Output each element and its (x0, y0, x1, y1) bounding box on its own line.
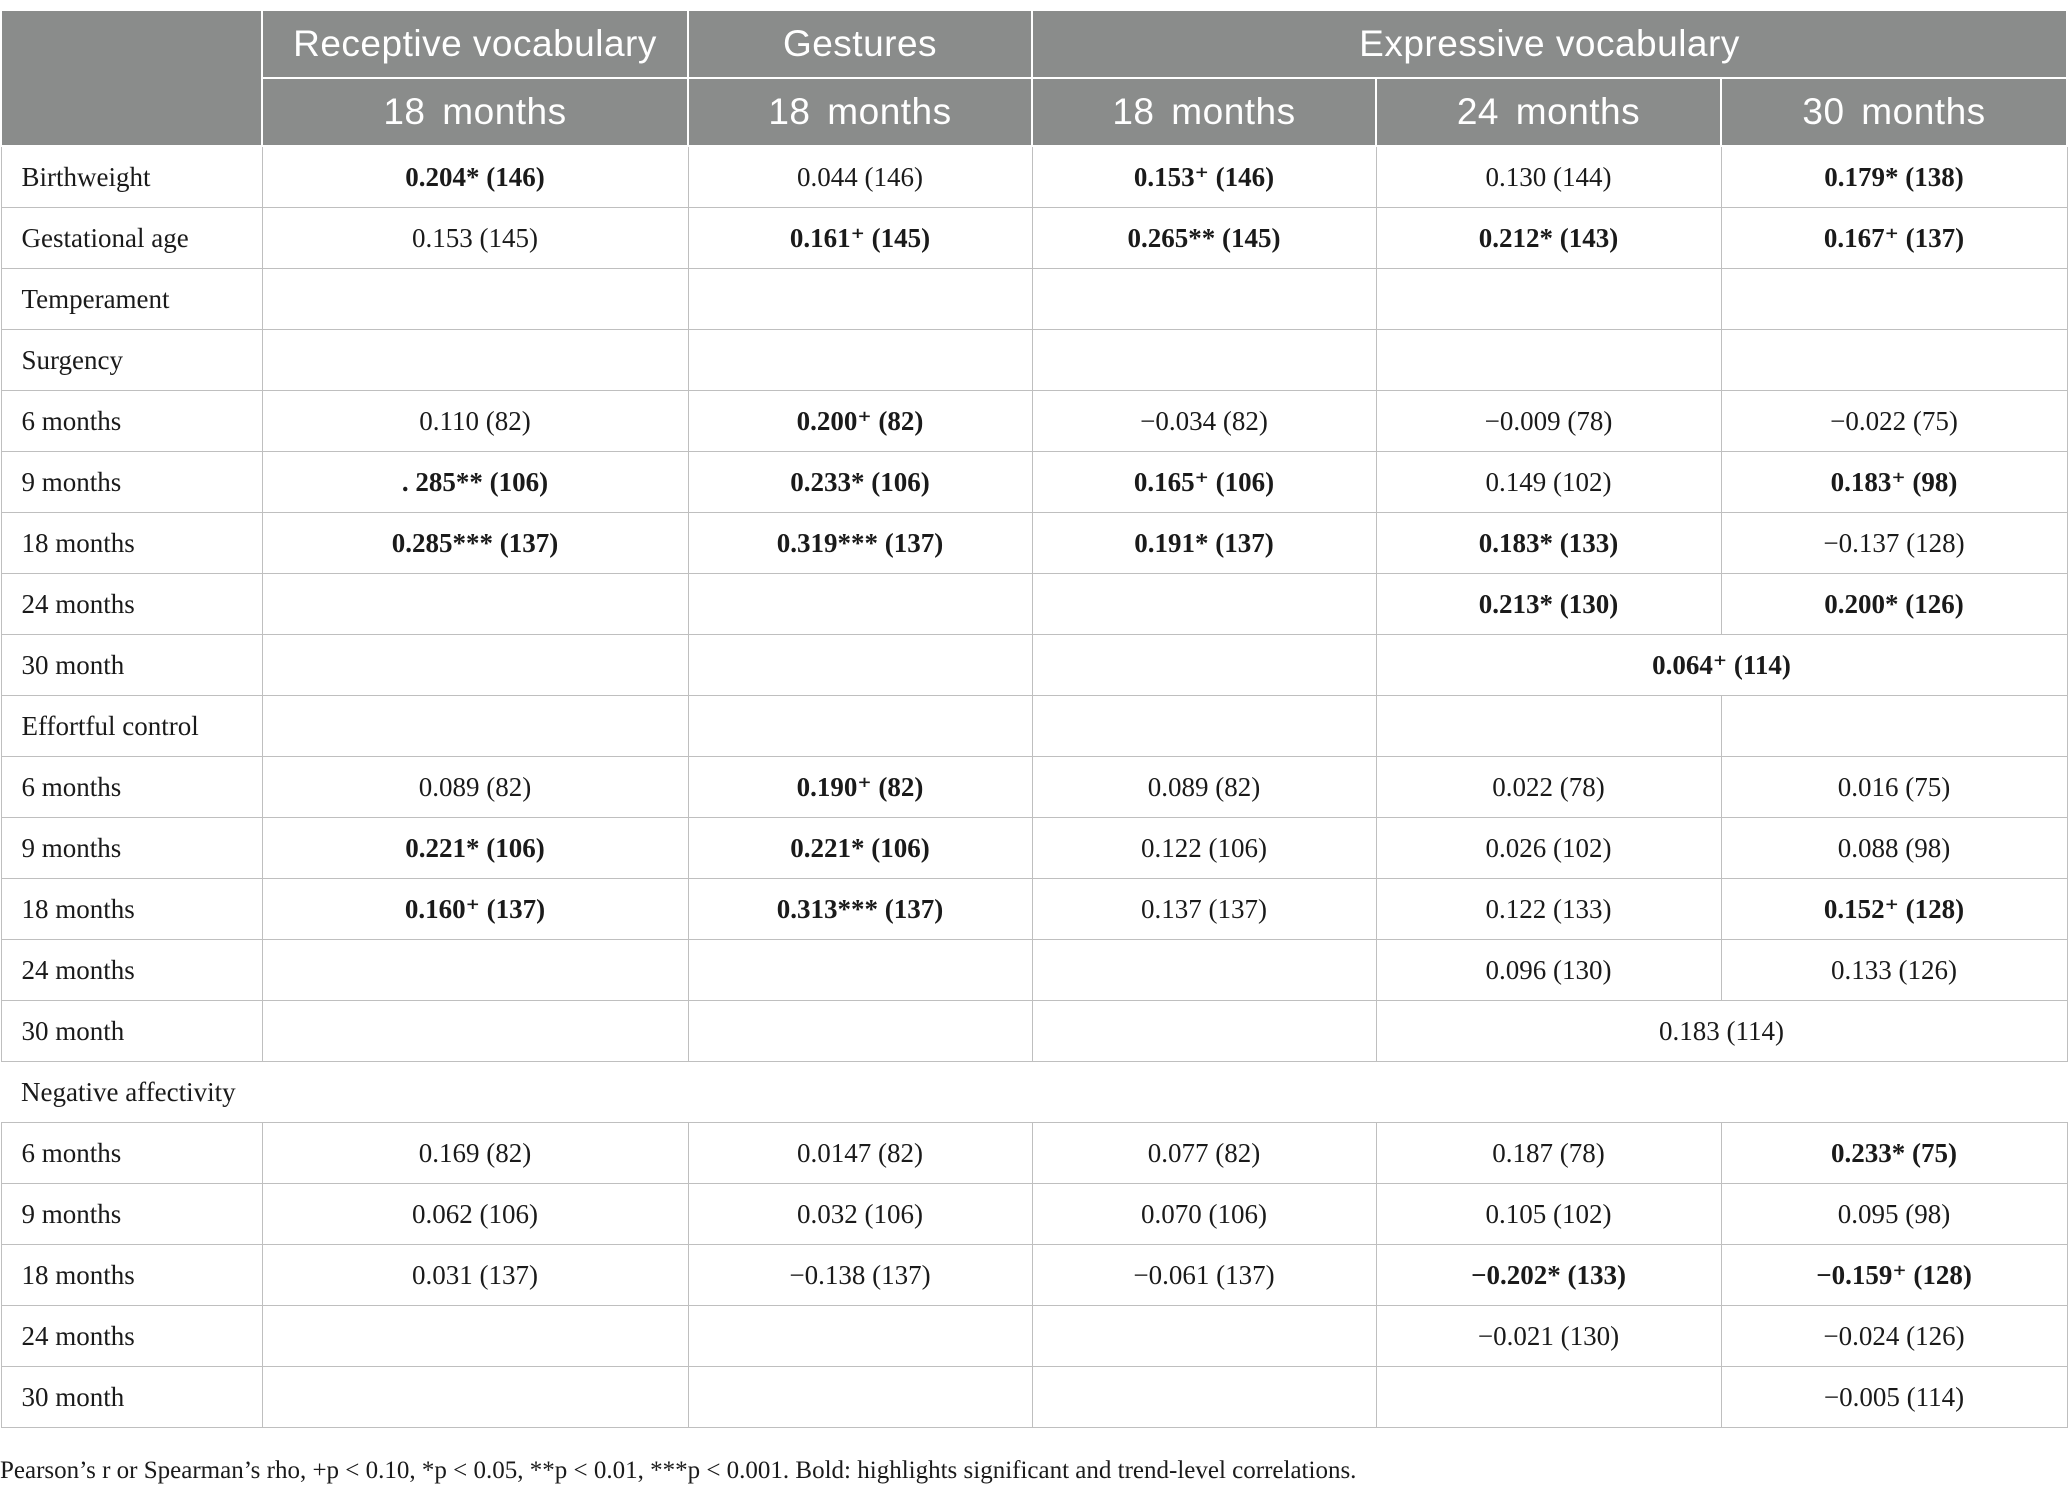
row-label: 30 month (1, 1001, 262, 1062)
table-cell: 0.233* (106) (688, 452, 1032, 513)
header-corner (1, 10, 262, 146)
table-cell: 0.319*** (137) (688, 513, 1032, 574)
row-label: 30 month (1, 635, 262, 696)
row-label: 18 months (1, 1245, 262, 1306)
table-cell: 0.183 (114) (1376, 1001, 2067, 1062)
table-cell: 0.183⁺ (98) (1721, 452, 2067, 513)
row-label: 6 months (1, 757, 262, 818)
table-row (1, 330, 2067, 391)
table-cell (688, 330, 1032, 391)
table-row (1, 1001, 2067, 1062)
table-cell: 0.133 (126) (1721, 940, 2067, 1001)
table-cell: 0.221* (106) (262, 818, 688, 879)
table-cell (1376, 269, 1721, 330)
table-body (1, 146, 2067, 1428)
subheader-expressive-18: 18 months (1032, 78, 1376, 146)
table-cell (262, 696, 688, 757)
row-label: 18 months (1, 879, 262, 940)
table-cell (1032, 269, 1376, 330)
subheader-gestures-18: 18 months (688, 78, 1032, 146)
row-label: Gestational age (1, 208, 262, 269)
table-cell: 0.088 (98) (1721, 818, 2067, 879)
header-gestures: Gestures (688, 10, 1032, 78)
table-cell: 0.096 (130) (1376, 940, 1721, 1001)
table-cell: −0.005 (114) (1721, 1367, 2067, 1428)
table-cell: 0.165⁺ (106) (1032, 452, 1376, 513)
table-cell: 0.212* (143) (1376, 208, 1721, 269)
table-cell: 0.161⁺ (145) (688, 208, 1032, 269)
table-cell (688, 1001, 1032, 1062)
row-label: 9 months (1, 818, 262, 879)
table-row (1, 1062, 2067, 1123)
correlation-table (0, 9, 2068, 1428)
table-cell: −0.202* (133) (1376, 1245, 1721, 1306)
row-label: 9 months (1, 452, 262, 513)
row-label: 6 months (1, 391, 262, 452)
table-cell: 0.070 (106) (1032, 1184, 1376, 1245)
table-cell (1721, 696, 2067, 757)
row-label: Temperament (1, 269, 262, 330)
table-row (1, 1123, 2067, 1184)
table-cell (262, 635, 688, 696)
table-cell: 0.137 (137) (1032, 879, 1376, 940)
header-expressive-vocabulary: Expressive vocabulary (1032, 10, 2067, 78)
table-cell: −0.137 (128) (1721, 513, 2067, 574)
table-cell (262, 330, 688, 391)
table-cell (1032, 1367, 1376, 1428)
table-cell: 0.095 (98) (1721, 1184, 2067, 1245)
table-cell (688, 1306, 1032, 1367)
table-cell: 0.044 (146) (688, 146, 1032, 208)
row-label: 24 months (1, 940, 262, 1001)
table-row (1, 391, 2067, 452)
table-cell: −0.009 (78) (1376, 391, 1721, 452)
table-cell: 0.149 (102) (1376, 452, 1721, 513)
table-cell (1032, 330, 1376, 391)
table-cell: 0.0147 (82) (688, 1123, 1032, 1184)
header-receptive-vocabulary: Receptive vocabulary (262, 10, 688, 78)
row-label: Birthweight (1, 146, 262, 208)
table-cell (1032, 635, 1376, 696)
table-cell (262, 1306, 688, 1367)
row-label: Effortful control (1, 696, 262, 757)
table-cell: 0.167⁺ (137) (1721, 208, 2067, 269)
table-row (1, 1306, 2067, 1367)
table-cell: 0.152⁺ (128) (1721, 879, 2067, 940)
row-label: 24 months (1, 1306, 262, 1367)
table-cell (688, 696, 1032, 757)
table-cell: 0.221* (106) (688, 818, 1032, 879)
table-cell: 0.187 (78) (1376, 1123, 1721, 1184)
table-cell: 0.233* (75) (1721, 1123, 2067, 1184)
table-cell: 0.265** (145) (1032, 208, 1376, 269)
table-cell: 0.062 (106) (262, 1184, 688, 1245)
table-row (1, 513, 2067, 574)
table-cell: 0.110 (82) (262, 391, 688, 452)
row-label: Surgency (1, 330, 262, 391)
row-label: Negative affectivity (1, 1062, 2067, 1123)
table-cell (1032, 940, 1376, 1001)
table-footnote: Pearson’s r or Spearman’s rho, +p < 0.10, *p < 0.05, **p < 0.01, ***p < 0.001. Bold: highlights significant and trend-level correlations. (0, 1457, 1357, 1484)
table-cell (1032, 1001, 1376, 1062)
table-cell: 0.153 (145) (262, 208, 688, 269)
table-cell (688, 635, 1032, 696)
table-cell: 0.200⁺ (82) (688, 391, 1032, 452)
table-cell: 0.022 (78) (1376, 757, 1721, 818)
table-cell: 0.179* (138) (1721, 146, 2067, 208)
table-cell: 0.313*** (137) (688, 879, 1032, 940)
table-cell (1032, 696, 1376, 757)
subheader-receptive-18: 18 months (262, 78, 688, 146)
table-cell (1721, 269, 2067, 330)
table-row (1, 696, 2067, 757)
table-cell: −0.159⁺ (128) (1721, 1245, 2067, 1306)
table-cell: 0.089 (82) (1032, 757, 1376, 818)
table-cell: 0.032 (106) (688, 1184, 1032, 1245)
table-cell: 0.122 (133) (1376, 879, 1721, 940)
table-cell: 0.200* (126) (1721, 574, 2067, 635)
table-cell: 0.213* (130) (1376, 574, 1721, 635)
table-cell: −0.138 (137) (688, 1245, 1032, 1306)
table-row (1, 940, 2067, 1001)
table-row (1, 1245, 2067, 1306)
row-label: 18 months (1, 513, 262, 574)
table-cell (262, 1001, 688, 1062)
table-cell: 0.077 (82) (1032, 1123, 1376, 1184)
table-cell: −0.034 (82) (1032, 391, 1376, 452)
table-header (1, 10, 2067, 146)
subheader-expressive-30: 30 months (1721, 78, 2067, 146)
table-cell (1376, 696, 1721, 757)
table-cell (688, 940, 1032, 1001)
table-cell (688, 1367, 1032, 1428)
table-cell: −0.022 (75) (1721, 391, 2067, 452)
table-cell: −0.061 (137) (1032, 1245, 1376, 1306)
table-row (1, 635, 2067, 696)
table-cell: 0.122 (106) (1032, 818, 1376, 879)
row-label: 6 months (1, 1123, 262, 1184)
table-cell: 0.204* (146) (262, 146, 688, 208)
table-row (1, 269, 2067, 330)
table-cell: −0.021 (130) (1376, 1306, 1721, 1367)
table-cell (1032, 574, 1376, 635)
table-cell: 0.031 (137) (262, 1245, 688, 1306)
table-cell: 0.183* (133) (1376, 513, 1721, 574)
table-cell: 0.169 (82) (262, 1123, 688, 1184)
table-row (1, 757, 2067, 818)
table-cell: 0.130 (144) (1376, 146, 1721, 208)
table-cell: 0.153⁺ (146) (1032, 146, 1376, 208)
table-cell (262, 940, 688, 1001)
table-row (1, 818, 2067, 879)
row-label: 24 months (1, 574, 262, 635)
table-cell (1376, 330, 1721, 391)
subheader-expressive-24: 24 months (1376, 78, 1721, 146)
table-cell (1721, 330, 2067, 391)
table-cell (262, 1367, 688, 1428)
table-cell: 0.064⁺ (114) (1376, 635, 2067, 696)
table-cell: 0.026 (102) (1376, 818, 1721, 879)
table-cell (262, 269, 688, 330)
table-cell: 0.089 (82) (262, 757, 688, 818)
table-cell: 0.105 (102) (1376, 1184, 1721, 1245)
table-row (1, 1184, 2067, 1245)
table-cell (688, 269, 1032, 330)
table-row (1, 208, 2067, 269)
table-row (1, 146, 2067, 208)
table-cell: . 285** (106) (262, 452, 688, 513)
table-row (1, 452, 2067, 513)
table-row (1, 574, 2067, 635)
table-cell (1376, 1367, 1721, 1428)
table-cell: 0.285*** (137) (262, 513, 688, 574)
table-row (1, 1367, 2067, 1428)
table-cell: 0.160⁺ (137) (262, 879, 688, 940)
table-cell: 0.190⁺ (82) (688, 757, 1032, 818)
table-cell (262, 574, 688, 635)
table-row (1, 879, 2067, 940)
table-cell (688, 574, 1032, 635)
table-cell (1032, 1306, 1376, 1367)
row-label: 30 month (1, 1367, 262, 1428)
table-cell: −0.024 (126) (1721, 1306, 2067, 1367)
row-label: 9 months (1, 1184, 262, 1245)
table-cell: 0.016 (75) (1721, 757, 2067, 818)
table-cell: 0.191* (137) (1032, 513, 1376, 574)
